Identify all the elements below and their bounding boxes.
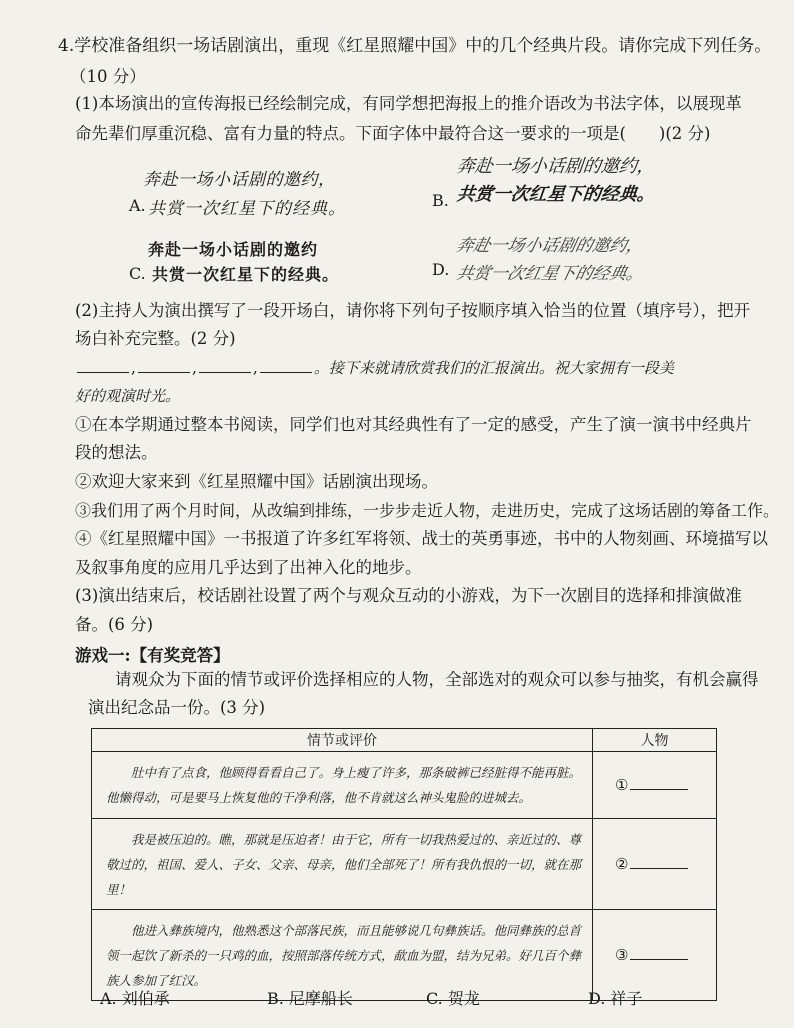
answer-blank-2[interactable] xyxy=(138,358,190,373)
opening-speech-tail-line2: 好的观演时光。 xyxy=(75,387,181,405)
option-a-line1: 奔赴一场小话剧的邀约， xyxy=(143,170,336,190)
option-c-line2: 共赏一次红星下的经典。 xyxy=(152,265,340,284)
option-d-line1: 奔赴一场小话剧的邀约， xyxy=(454,236,646,256)
option-a-line2: 共赏一次红星下的经典。 xyxy=(148,199,346,219)
option-b-line1: 奔赴一场小话剧的邀约， xyxy=(455,156,656,177)
game1-intro-line1: 请观众为下面的情节或评价选择相应的人物，全部选对的观众可以参与抽奖，有机会赢得 xyxy=(115,670,759,689)
excerpt-cell: 肚中有了点食，他顾得看看自己了。身上瘦了许多，那条破裤已经脏得不能再脏。他懒得动，可是要马上恢复他的干净利落，他不肯就这么神头鬼脸的进城去。 xyxy=(92,752,593,819)
part2-text-line2: 场白补充完整。(2 分) xyxy=(75,329,236,348)
table-row xyxy=(92,819,717,910)
choice-a: A. 刘伯承 xyxy=(100,989,170,1008)
opening-speech-tail: 。接下来就请欣赏我们的汇报演出。祝大家拥有一段美 xyxy=(313,359,674,377)
table-header-row xyxy=(92,729,717,752)
sentence-2: ②欢迎大家来到《红星照耀中国》话剧演出现场。 xyxy=(75,472,438,491)
answer-mark: ② xyxy=(615,855,629,873)
option-c-line1: 奔赴一场小话剧的邀约 xyxy=(148,240,319,259)
person-answer-cell[interactable] xyxy=(593,752,717,819)
part1-text-line2: 命先辈们厚重沉稳、富有力量的特点。下面字体中最符合这一要求的一项是( )(2 分) xyxy=(75,124,711,143)
option-c-label: C. xyxy=(129,264,146,283)
answer-mark: ① xyxy=(615,776,629,794)
part1-text-line1: (1)本场演出的宣传海报已经绘制完成，有同学想把海报上的推介语改为书法字体，以展现革 xyxy=(75,94,742,113)
table-row xyxy=(92,752,717,819)
answer-line[interactable] xyxy=(630,947,688,960)
answer-mark: ③ xyxy=(615,946,629,964)
option-d-line2: 共赏一次红星下的经典。 xyxy=(454,264,646,284)
answer-blank-3[interactable] xyxy=(199,358,251,373)
table-header-plot: 情节或评价 xyxy=(92,729,593,752)
option-b-label: B. xyxy=(432,191,449,210)
quiz-table xyxy=(91,728,717,1001)
person-answer-cell[interactable] xyxy=(593,819,717,910)
table-header-person: 人物 xyxy=(593,729,717,752)
sentence-3: ③我们用了两个月时间，从改编到排练，一步步走近人物，走进历史，完成了这场话剧的筹备工作。 xyxy=(75,501,780,520)
answer-line[interactable] xyxy=(630,777,688,790)
sentence-4-line2: 及叙事角度的应用几乎达到了出神入化的地步。 xyxy=(75,558,422,577)
game1-intro-line2: 演出纪念品一份。(3 分) xyxy=(88,698,266,717)
opening-speech-blanks: , , , 。接下来就请欣赏我们的汇报演出。祝大家拥有一段美 xyxy=(75,357,674,379)
option-a-label: A. xyxy=(129,196,146,215)
choice-d: D. 祥子 xyxy=(588,989,643,1008)
answer-blank-4[interactable] xyxy=(260,358,312,373)
choice-c: C. 贺龙 xyxy=(426,989,480,1008)
excerpt-cell: 我是被压迫的。瞧，那就是压迫者！由于它，所有一切我热爱过的、亲近过的、尊敬过的，祖国、爱人、子女、父亲、母亲，他们全部死了！所有我仇恨的一切，就在那里！ xyxy=(92,819,593,910)
choice-b: B. 尼摩船长 xyxy=(267,989,353,1008)
part2-text-line1: (2)主持人为演出撰写了一段开场白，请你将下列句子按顺序填入恰当的位置（填序号），把开 xyxy=(75,301,751,320)
option-b-line2: 共赏一次红星下的经典。 xyxy=(455,184,656,205)
question-title: 4.学校准备组织一场话剧演出，重现《红星照耀中国》中的几个经典片段。请你完成下列任务。 xyxy=(58,36,772,56)
excerpt-cell: 他进入彝族境内，他熟悉这个部落民族，而且能够说几句彝族话。他同彝族的总首领一起饮了新杀的一只鸡的血，按照部落传统方式，歃血为盟，结为兄弟。好几百个彝族人参加了红汉。 xyxy=(92,910,593,1001)
question-score: （10 分） xyxy=(70,67,146,86)
answer-blank-1[interactable] xyxy=(77,358,129,373)
part3-text-line2: 备。(6 分) xyxy=(75,615,154,634)
sentence-4-line1: ④《红星照耀中国》一书报道了许多红军将领、战士的英勇事迹，书中的人物刻画、环境描写以 xyxy=(75,529,768,548)
part3-text-line1: (3)演出结束后，校话剧社设置了两个与观众互动的小游戏，为下一次剧目的选择和排演做准 xyxy=(75,586,742,605)
option-d-label: D. xyxy=(432,260,450,279)
answer-line[interactable] xyxy=(630,856,688,869)
game1-title: 游戏一:【有奖竞答】 xyxy=(75,646,230,665)
sentence-1-line1: ①在本学期通过整本书阅读，同学们也对其经典性有了一定的感受，产生了演一演书中经典片 xyxy=(75,415,752,434)
sentence-1-line2: 段的想法。 xyxy=(75,443,158,462)
